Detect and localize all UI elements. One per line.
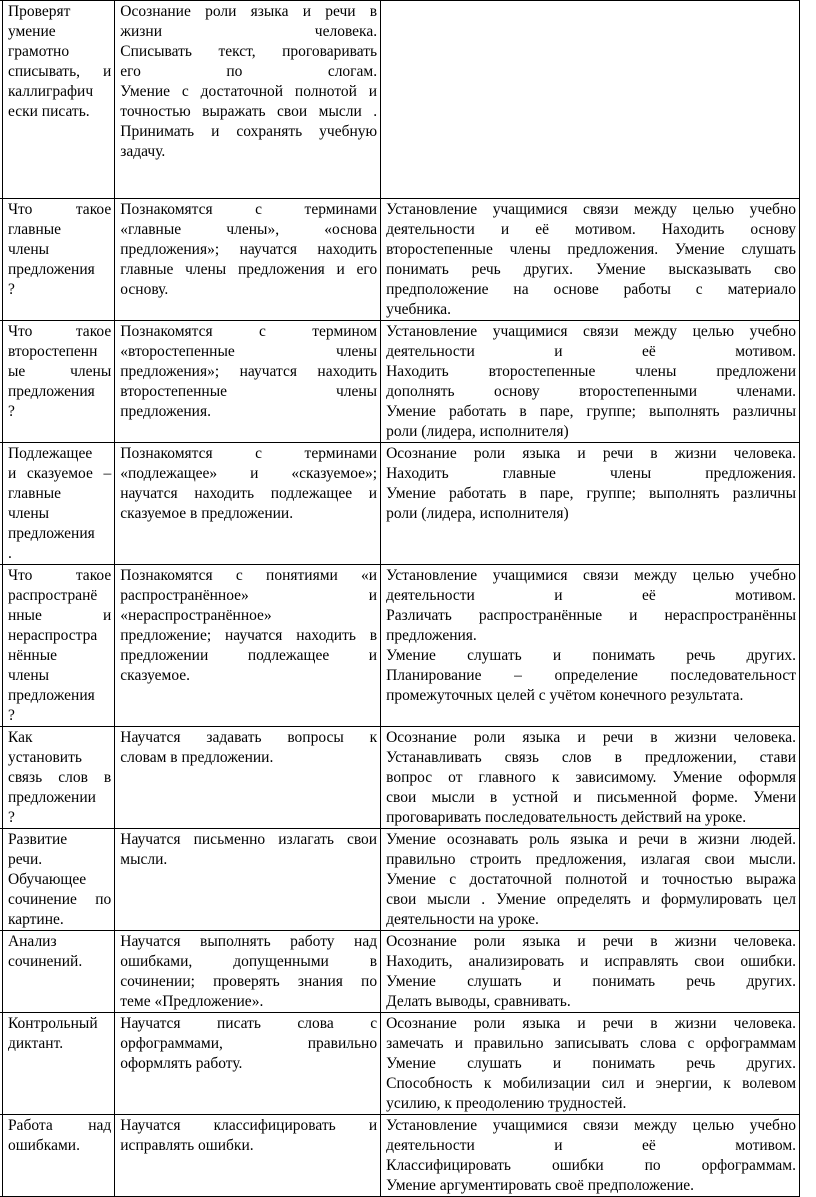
lesson-topic-line: и сказуемое –: [7, 465, 112, 482]
learning-activities-line: усилию, к преодолению трудностей.: [386, 1095, 627, 1112]
learning-activities-line: Умение осознавать роль языка и речи в жизни людей.: [386, 831, 796, 848]
subject-results-line: «второстепенные члены: [120, 343, 378, 360]
learning-activities-line: Установление учащимися связи между целью учебно: [386, 323, 796, 340]
lesson-topic: [2, 199, 114, 321]
learning-activities-line: вопрос от главного к зависимому. Умение оформля: [386, 769, 796, 786]
learning-activities-line: Установление учащимися связи между целью учебно: [386, 567, 796, 584]
lesson-topic: [2, 321, 114, 443]
subject-results-line: словам в предложении.: [120, 749, 274, 766]
learning-activities-line: Установление учащимися связи между целью учебно: [386, 201, 796, 218]
learning-activities: [381, 829, 800, 931]
lesson-topic-line: Работа над: [7, 1117, 112, 1134]
lesson-topic-line: распространё: [7, 587, 98, 604]
lesson-topic-line: члены: [7, 505, 50, 522]
lesson-topic-line: предложения: [7, 687, 95, 704]
learning-activities-line: деятельности и её мотивом. Находить основу: [386, 221, 796, 238]
learning-activities-line: Осознание роли языка и речи в жизни человека.: [386, 1015, 796, 1032]
lesson-topic-line: сочинений.: [7, 953, 83, 970]
learning-activities-line: деятельности и её мотивом.: [386, 343, 796, 360]
lesson-topic: [2, 1013, 114, 1115]
learning-activities-line: Умение с достаточной полнотой и точностью выража: [386, 871, 796, 888]
learning-activities: [381, 727, 800, 829]
learning-activities-line: промежуточных целей с учётом конечного результата.: [386, 687, 744, 704]
subject-results: [115, 321, 381, 443]
lesson-topic-line: ые члены: [7, 363, 112, 380]
learning-activities-line: Делать выводы, сравнивать.: [386, 993, 571, 1010]
subject-results-line: сказуемое в предложении.: [120, 505, 294, 522]
subject-results-line: жизни человека.: [120, 23, 378, 40]
table-row: [0, 443, 800, 565]
lesson-topic-line: нные и: [7, 607, 112, 624]
table-row: [0, 727, 800, 829]
learning-activities-line: второстепенные члены предложения. Умение слушать: [386, 241, 796, 258]
learning-activities-line: Осознание роли языка и речи в жизни человека.: [386, 729, 796, 746]
subject-results-line: сказуемое.: [120, 667, 191, 684]
table-body: [0, 1, 800, 1197]
subject-results-line: орфограммами, правильно: [120, 1035, 378, 1052]
lesson-topic-line: предложения: [7, 261, 95, 278]
subject-results-line: научатся находить подлежащее и: [120, 485, 378, 502]
lesson-topic-line: ошибками.: [7, 1137, 80, 1154]
subject-results-line: точностью выражать свои мысли .: [120, 103, 378, 120]
subject-results: [115, 565, 381, 727]
subject-results-line: Познакомятся с терминами: [120, 201, 378, 218]
lesson-topic-line: Обучающее: [7, 871, 87, 888]
subject-results-line: Познакомятся с термином: [120, 323, 378, 340]
subject-results-line: предложения»; научатся находить: [120, 363, 378, 380]
table-row: [0, 931, 800, 1013]
subject-results: [115, 931, 381, 1013]
subject-results-line: «главные члены», «основа: [120, 221, 378, 238]
subject-results-line: Списывать текст, проговаривать: [120, 43, 378, 60]
learning-activities-line: проговаривать последовательность действий на уроке.: [386, 809, 747, 826]
lesson-topic-line: списывать, и: [7, 63, 112, 80]
learning-activities-line: Умение работать в паре, группе; выполнять различны: [386, 485, 796, 502]
lesson-topic-line: грамотно: [7, 43, 70, 60]
learning-activities: [381, 931, 800, 1013]
learning-activities-line: деятельности и её мотивом.: [386, 1137, 796, 1154]
subject-results-line: оформлять работу.: [120, 1055, 243, 1072]
subject-results-line: исправлять ошибки.: [120, 1137, 254, 1154]
lesson-topic-line: члены: [7, 667, 50, 684]
learning-activities-line: Устанавливать связь слов в предложении, стави: [386, 749, 796, 766]
subject-results-line: мысли.: [120, 851, 168, 868]
table-row: [0, 1013, 800, 1115]
lesson-topic-line: нераспростра: [7, 627, 98, 644]
learning-activities: [381, 443, 800, 565]
subject-results-line: задачу.: [120, 143, 166, 160]
lesson-topic-line: Подлежащее: [7, 445, 93, 462]
lesson-topic-line: Контрольный: [7, 1015, 98, 1032]
learning-activities-line: Умение слушать и понимать речь других.: [386, 973, 796, 990]
learning-activities-line: роли (лидера, исполнителя): [386, 423, 569, 440]
lesson-topic: [2, 727, 114, 829]
lesson-topic-line: связь слов в: [7, 769, 112, 786]
lesson-topic-line: предложения: [7, 525, 95, 542]
subject-results-line: предложения»; научатся находить: [120, 241, 378, 258]
lesson-topic-line: сочинение по: [7, 891, 112, 908]
subject-results-line: Познакомятся с терминами: [120, 445, 378, 462]
table-row: [0, 1115, 800, 1197]
subject-results-line: Научатся выполнять работу над: [120, 933, 378, 950]
lesson-topic-line: каллиграфич: [7, 83, 94, 100]
subject-results-line: Познакомятся с понятиями «и: [120, 567, 378, 584]
subject-results-line: ошибками, допущенными в: [120, 953, 378, 970]
learning-activities-line: Установление учащимися связи между целью учебно: [386, 1117, 796, 1134]
learning-activities-line: Умение слушать и понимать речь других.: [386, 1055, 796, 1072]
subject-results: [115, 443, 381, 565]
learning-activities-line: Находить, анализировать и исправлять свои ошибки.: [386, 953, 796, 970]
subject-results-line: предложении подлежащее и: [120, 647, 378, 664]
learning-activities-line: Умение аргументировать своё предположение.: [386, 1177, 695, 1194]
learning-activities: [381, 321, 800, 443]
lesson-topic-line: Развитие: [7, 831, 68, 848]
subject-results-line: Умение с достаточной полнотой и: [120, 83, 378, 100]
lesson-topic-line: Проверят: [7, 3, 71, 20]
lesson-topic-line: речи.: [7, 851, 43, 868]
learning-activities-line: предположение на основе работы с материало: [386, 281, 796, 298]
learning-activities-line: Планирование – определение последовательност: [386, 667, 796, 684]
learning-activities-line: Осознание роли языка и речи в жизни человека.: [386, 933, 796, 950]
lesson-topic-line: главные: [7, 221, 62, 238]
lesson-topic-line: умение: [7, 23, 56, 40]
subject-results-line: второстепенные члены: [120, 383, 378, 400]
learning-activities: [381, 199, 800, 321]
learning-activities-line: предложения.: [386, 627, 477, 644]
subject-results: [115, 829, 381, 931]
lesson-topic: [2, 1115, 114, 1197]
subject-results-line: Научатся классифицировать и: [120, 1117, 378, 1134]
subject-results-line: сочинении; проверять знания по: [120, 973, 378, 990]
learning-activities: [381, 1013, 800, 1115]
lesson-topic-line: нённые: [7, 647, 57, 664]
learning-activities-line: Способность к мобилизации сил и энергии, к волевом: [386, 1075, 796, 1092]
lesson-topic-line: предложения: [7, 383, 95, 400]
learning-activities: [381, 1, 800, 199]
table-row: [0, 1, 800, 199]
learning-activities-line: правильно строить предложения, излагая свои мысли.: [386, 851, 796, 868]
lesson-topic-line: установить: [7, 749, 82, 766]
lesson-topic-line: Что такое: [7, 323, 112, 340]
lesson-topic-line: ?: [7, 809, 15, 826]
learning-activities: [381, 1115, 800, 1197]
learning-activities-line: деятельности и её мотивом.: [386, 587, 796, 604]
lesson-topic-line: Что такое: [7, 567, 112, 584]
lesson-topic-line: картине.: [7, 911, 64, 928]
learning-activities-line: Осознание роли языка и речи в жизни человека.: [386, 445, 796, 462]
subject-results: [115, 1013, 381, 1115]
learning-activities-line: роли (лидера, исполнителя): [386, 505, 569, 522]
subject-results-line: «нераспространённое»: [120, 607, 272, 624]
subject-results-line: главные члены предложения и его: [120, 261, 378, 278]
subject-results: [115, 1, 381, 199]
subject-results-line: Принимать и сохранять учебную: [120, 123, 378, 140]
lesson-topic-line: второстепенн: [7, 343, 98, 360]
subject-results-line: теме «Предложение».: [120, 993, 264, 1010]
learning-activities-line: свои мысли в устной и письменной форме. Умени: [386, 789, 796, 806]
lesson-topic: [2, 443, 114, 565]
lesson-topic-line: .: [7, 545, 12, 562]
learning-activities: [381, 565, 800, 727]
learning-activities-line: деятельности на уроке.: [386, 911, 539, 928]
learning-activities-line: учебника.: [386, 301, 452, 318]
subject-results-line: Научатся писать слова с: [120, 1015, 378, 1032]
lesson-topic: [2, 931, 114, 1013]
subject-results-line: основу.: [120, 281, 169, 298]
learning-activities-line: понимать речь других. Умение высказывать сво: [386, 261, 796, 278]
lesson-topic-line: ?: [7, 281, 15, 298]
learning-activities-line: Классифицировать ошибки по орфограммам.: [386, 1157, 796, 1174]
learning-activities-line: свои мысли . Умение определять и формулировать цел: [386, 891, 796, 908]
subject-results-line: Осознание роли языка и речи в: [120, 3, 378, 20]
subject-results-line: предложения.: [120, 403, 211, 420]
learning-activities-line: Находить второстепенные члены предложени: [386, 363, 796, 380]
lesson-topic-line: ески писать.: [7, 103, 90, 120]
subject-results: [115, 199, 381, 321]
subject-results-line: распространённое» и: [120, 587, 378, 604]
learning-activities-line: Умение работать в паре, группе; выполнять различны: [386, 403, 796, 420]
lesson-topic-line: Что такое: [7, 201, 112, 218]
subject-results-line: предложение; научатся находить в: [120, 627, 378, 644]
learning-activities-line: Находить главные члены предложения.: [386, 465, 796, 482]
learning-activities-line: Умение слушать и понимать речь других.: [386, 647, 796, 664]
table-row: [0, 321, 800, 443]
lesson-topic-line: ?: [7, 403, 15, 420]
subject-results: [115, 1115, 381, 1197]
subject-results: [115, 727, 381, 829]
learning-activities-line: замечать и правильно записывать слова с орфограммам: [386, 1035, 796, 1052]
lesson-topic-line: предложении: [7, 789, 96, 806]
lesson-topic: [2, 829, 114, 931]
subject-results-line: его по слогам.: [120, 63, 378, 80]
table-row: [0, 565, 800, 727]
lesson-topic-line: ?: [7, 707, 15, 724]
subject-results-line: «подлежащее» и «сказуемое»;: [120, 465, 378, 482]
lesson-topic-line: главные: [7, 485, 62, 502]
subject-results-line: Научатся задавать вопросы к: [120, 729, 378, 746]
subject-results-line: Научатся письменно излагать свои: [120, 831, 378, 848]
lesson-topic-line: члены: [7, 241, 50, 258]
lesson-topic-line: Как: [7, 729, 33, 746]
lesson-topic-line: Анализ: [7, 933, 57, 950]
learning-activities-line: Различать распространённые и нераспространённы: [386, 607, 796, 624]
table-row: [0, 829, 800, 931]
lesson-topic: [2, 1, 114, 199]
lesson-topic-line: диктант.: [7, 1035, 64, 1052]
table-row: [0, 199, 800, 321]
learning-activities-line: дополнять основу второстепенными членами.: [386, 383, 796, 400]
lesson-topic: [2, 565, 114, 727]
